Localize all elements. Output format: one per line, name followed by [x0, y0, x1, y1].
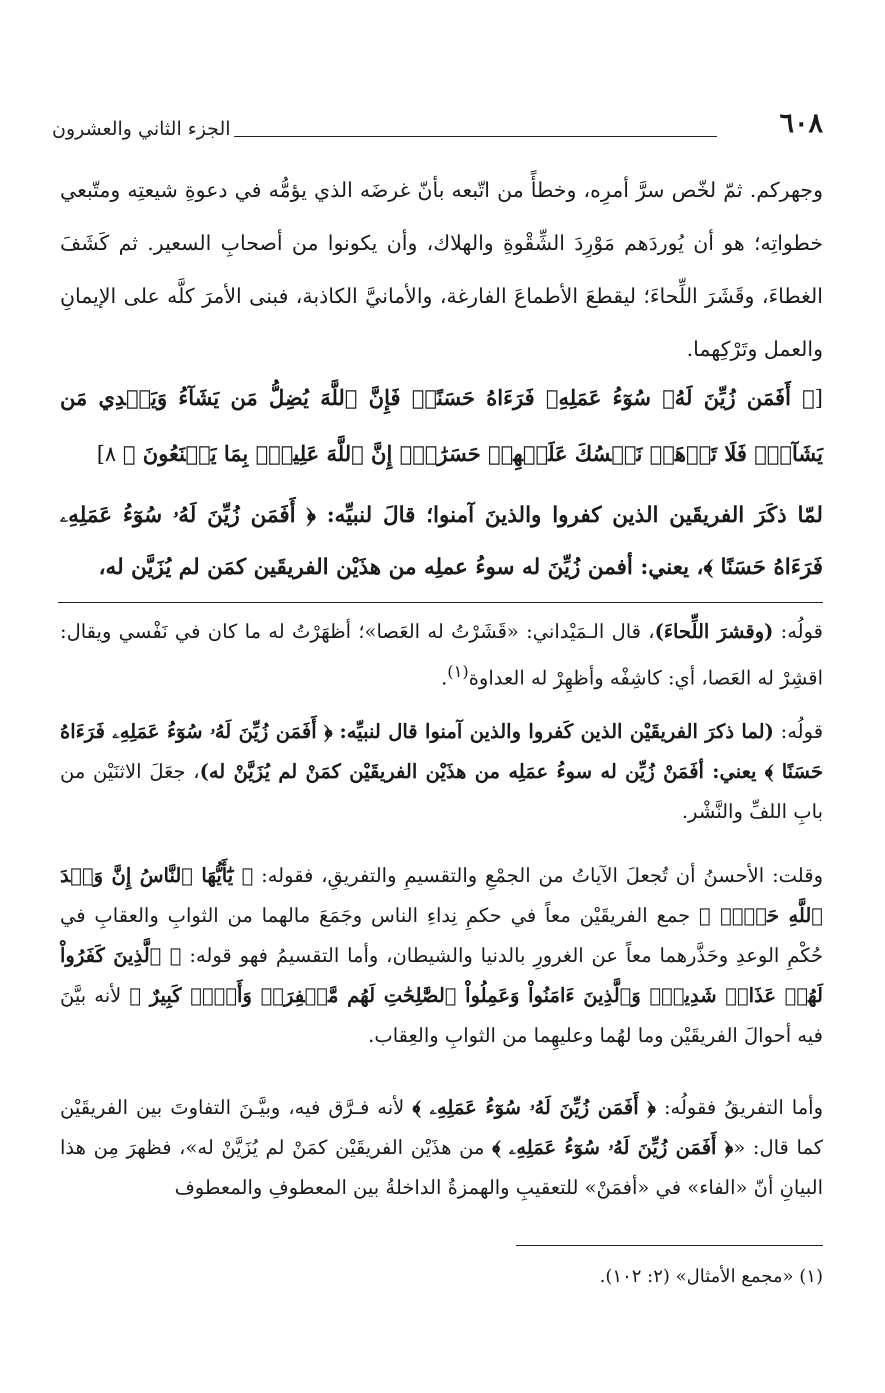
gloss2-rest: ، جعَلَ الاثنَيْن من بابِ اللفِّ والنَّشْر. — [60, 760, 823, 823]
verse-open-bracket: [ — [814, 386, 823, 410]
gloss-para-3 — [60, 856, 823, 1056]
bold-commentary — [60, 490, 823, 594]
commentary-divider — [58, 602, 823, 603]
footnote-rule — [516, 1245, 823, 1246]
bold-commentary-paragraph — [60, 490, 823, 594]
gloss-para-4 — [60, 1088, 823, 1208]
gloss3-verse-1: ﴿ يَٰٓأَيُّهَا ٱلنَّاسُ إِنَّ وَعۡدَ ٱللَّهِ حَقّٞۖ ﴾ — [60, 864, 823, 927]
verse-close-bracket: ] — [96, 442, 105, 466]
page-number: ٦٠٨ — [779, 108, 823, 139]
gloss4-end: من هذَيْن الفريقَيْن كمَنْ لم يُزَيَّنْ له»، فظهرَ مِن هذا البيانِ أنّ «الفاء» في «أفمَنْ» للتعقيبِ والهمزةُ الداخلةُ بين المعطوفِ والمعطوف — [60, 1136, 823, 1199]
gloss-para-2 — [60, 712, 823, 832]
gloss-para-1 — [60, 612, 823, 699]
verse-line — [60, 370, 823, 482]
quran-verse — [60, 370, 823, 482]
gloss4-mid: لأنه فـرَّق فيه، وبيَّـنَ التفاوتَ بين الفريقَيْن كما قال: « — [60, 1096, 824, 1159]
main-paragraph: وجهركم. ثمّ لخّص سرَّ أمرِه، وخطأً من اتّبعه بأنّ غرضَه الذي يؤمُّه في دعوةِ شيعتِه ومتّبعي خطواتِه؛ هو أن يُوردَهم مَوْرِدَ الشِّقْوةِ والهلاك، وأن يكونوا من أصحابِ السعير. ثم كَشَفَ الغطاءَ، وقَشَرَ اللِّحاءَ؛ ليقطعَ الأطماعَ الفارغة، والأمانيَّ الكاذبة، فبنى الأمرَ كلَّه على الإيمانِ والعمل وتَرْكِهما. — [60, 178, 823, 361]
gloss1-lead: قولُه: — [773, 620, 824, 643]
verse-number: ٨ — [104, 442, 117, 466]
page-header — [52, 108, 823, 148]
gloss4-verse-2: ﴿ أَفَمَن زُيِّنَ لَهُۥ سُوٓءُ عَمَلِهِۦ ﴾ — [492, 1136, 734, 1159]
gloss1-quote: (وقشرَ اللِّحاءَ) — [654, 620, 774, 643]
main-text — [60, 164, 823, 376]
gloss2-verse: ﴿ أَفَمَن زُيِّنَ لَهُۥ سُوٓءُ عَمَلِهِۦ فَرَءَاهُ حَسَنًا ﴾ — [60, 720, 824, 783]
gloss1-end: . — [441, 666, 448, 690]
commentary-text-b: ، يعني: أفمن زُيِّنَ له سوءُ عملِه من هذَيْن الفريقَين كمَن لم يُزَيَّن له، — [98, 555, 704, 580]
gloss3-lead: وقلت: الأحسنُ أن تُجعلَ الآياتُ من الجمْعِ والتقسيمِ والتفريقِ، فقوله: — [261, 864, 823, 887]
gloss4-verse-1: ﴿ أَفَمَن زُيِّنَ لَهُۥ سُوٓءُ عَمَلِهِۦ ﴾ — [412, 1096, 656, 1119]
running-title: الجزء الثاني والعشرون — [52, 118, 231, 140]
commentary-text-a: لمّا ذكَرَ الفريقَين الذين كفروا والذينَ آمنوا؛ قالَ لنبيِّه: — [326, 503, 823, 528]
gloss3-verse-2: ﴿ ٱلَّذِينَ كَفَرُواْ لَهُمۡ عَذَابٞ شَدِيدٞۖ وَٱلَّذِينَ ءَامَنُواْ وَعَمِلُواْ ٱلصَّٰلِحَٰتِ لَهُم مَّغۡفِرَةٞ وَأَجۡرٞ كَبِيرٌ ﴾ — [60, 944, 823, 1007]
gloss2-lead: قولُه: — [773, 720, 824, 743]
gloss2-quote: (لما ذكرَ الفريقَيْن الذين كَفروا والذين آمنوا قال لنبيِّه: — [339, 720, 774, 743]
header-rule — [234, 136, 717, 137]
verse-text: ﴿ أَفَمَن زُيِّنَ لَهُۥ سُوٓءُ عَمَلِهِۦ فَرَءَاهُ حَسَنًاۖ فَإِنَّ ٱللَّهَ يُضِلُّ مَن يَشَآءُ وَيَهۡدِي مَن يَشَآءُۖ فَلَا تَذۡهَبۡ نَفۡسُكَ عَلَيۡهِمۡ حَسَرَٰتٍۚ إِنَّ ٱللَّهَ عَلِيمُۢ بِمَا يَصۡنَعُونَ ﴾ — [60, 385, 823, 466]
gloss3-mid: جمع الفريقَيْن معاً في حكمِ نِداءِ الناس وجَمَعَ مالهما من الثوابِ والعقابِ في حُكْمِ الوعدِ وحَذَّرهما معاً عن الغرورِ بالدنيا والشيطان، وأما التقسيمُ فهو قوله: — [60, 904, 824, 967]
gloss2-bold-tail: يعني: أفَمَنْ زُيِّن له سوءُ عمَلِه من هذَيْن الفريقَيْن كمَنْ لم يُزَيَّنْ له) — [199, 760, 765, 783]
footnote-ref: (١) — [447, 662, 469, 681]
gloss3-end: لأنه بيَّنَ فيه أحوالَ الفريقَيْن وما لهُما وعليهِما من الثوابِ والعِقاب. — [60, 984, 823, 1047]
commentary-verse: ﴿ أَفَمَن زُيِّنَ لَهُۥ سُوٓءُ عَمَلِهِۦ فَرَءَاهُ حَسَنًا ﴾ — [60, 503, 823, 580]
gloss1-rest: ، قال الـمَيْداني: «قَشَرْتُ له العَصا»؛ أظهَرْتُ له ما كان في نَفْسي ويقال: اقشِرْ له العَصا، أي: كاشِفْه وأظهِرْ له العداوة — [60, 620, 823, 690]
footnote: (١) «مجمع الأمثال» (٢: ١٠٢). — [599, 1266, 823, 1287]
gloss4-lead: وأما التفريقُ فقولُه: — [663, 1096, 823, 1119]
